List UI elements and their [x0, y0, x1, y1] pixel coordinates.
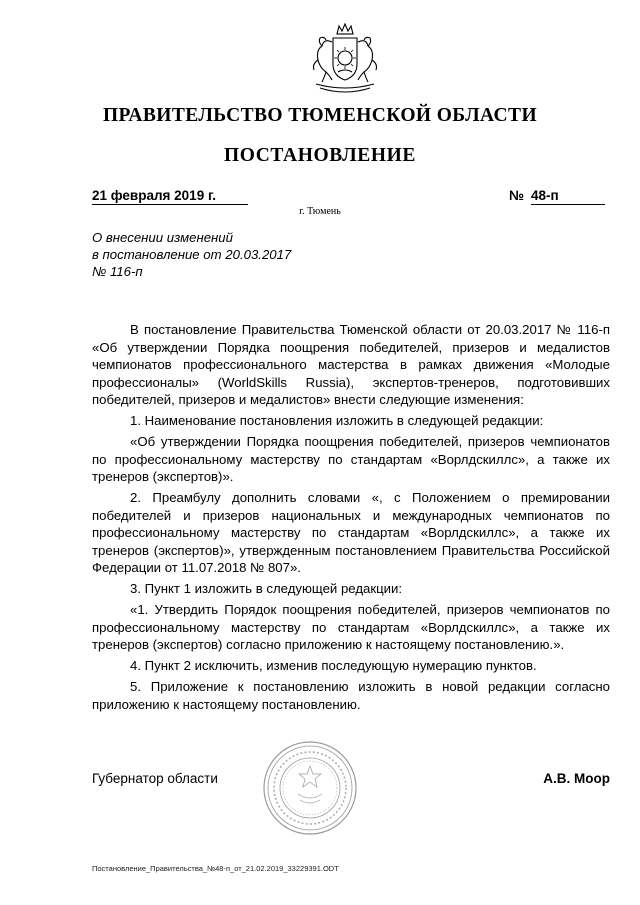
- document-body: [92, 321, 610, 717]
- body-paragraph: В постановление Правительства Тюменской области от 20.03.2017 № 116-п «Об утверждении Порядка поощрения победителей, призеров и медалистов чемпионатов профессионального мастерства в рамках движения «Молодые профессионалы» (WorldSkills Russia), экспертов-тренеров, подготовивших победителей, призеров и медалистов» внести следующие изменения:: [92, 322, 610, 407]
- body-paragraph: 4. Пункт 2 исключить, изменив последующую нумерацию пунктов.: [130, 658, 537, 673]
- subject-line: № 116-п: [92, 264, 143, 279]
- signer-name: А.В. Моор: [543, 771, 610, 786]
- document-city: г. Тюмень: [299, 206, 341, 217]
- document-date: 21 февраля 2019 г.: [92, 188, 248, 205]
- subject-line: в постановление от 20.03.2017: [92, 247, 292, 262]
- coat-of-arms-icon: [302, 20, 388, 98]
- organization-title: ПРАВИТЕЛЬСТВО ТЮМЕНСКОЙ ОБЛАСТИ: [102, 105, 538, 126]
- subject-line: О внесении изменений: [92, 230, 233, 245]
- document-number: 48-п: [531, 188, 605, 205]
- document-number-line: [509, 188, 609, 205]
- number-sign: №: [509, 188, 525, 203]
- body-paragraph: 1. Наименование постановления изложить в следующей редакции:: [130, 413, 544, 428]
- body-paragraph: 3. Пункт 1 изложить в следующей редакции:: [130, 581, 403, 596]
- body-paragraph: «1. Утвердить Порядок поощрения победителей, призеров чемпионатов по профессиональному мастерству по стандартам «Ворлдскиллс», а также их тренеров (экспертов) согласно приложению к настоящему постановлению.».: [92, 602, 610, 652]
- body-paragraph: «Об утверждении Порядка поощрения победителей, призеров чемпионатов по профессиональному мастерству по стандартам «Ворлдскиллс», а также их тренеров (экспертов)».: [92, 434, 610, 484]
- signer-title: Губернатор области: [92, 771, 218, 786]
- official-seal-icon: [262, 740, 358, 836]
- footer-filename: Постановление_Правительства_№48-п_от_21.02.2019_33229391.ODT: [92, 864, 339, 873]
- body-paragraph: 5. Приложение к постановлению изложить в новой редакции согласно приложению к настоящему постановлению.: [92, 679, 610, 712]
- body-paragraph: 2. Преамбулу дополнить словами «, с Положением о премировании победителей и призеров национальных и международных чемпионатов по профессиональному мастерству по стандартам «Ворлдскиллс», а также их тренеров (экспертов)», утвержденным постановлением Правительства Российской Федерации от 11.07.2018 № 807».: [92, 490, 610, 575]
- document-subject: [92, 229, 352, 280]
- document-type-title: ПОСТАНОВЛЕНИЕ: [223, 145, 417, 166]
